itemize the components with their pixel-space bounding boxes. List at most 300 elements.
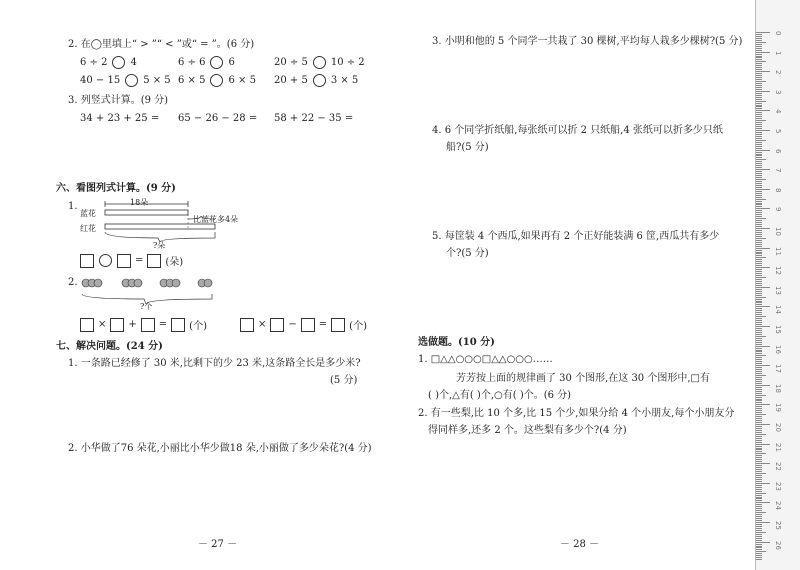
ruler-tick [756, 375, 766, 376]
ruler-tick [756, 250, 762, 251]
compare-circle[interactable] [112, 56, 125, 69]
ruler-tick [756, 463, 770, 464]
ruler-tick [756, 46, 762, 47]
answer-box[interactable] [171, 318, 185, 332]
ruler-tick [756, 171, 762, 172]
ruler-tick [756, 559, 762, 560]
ruler-tick [756, 459, 762, 460]
answer-box[interactable] [80, 254, 94, 268]
question-3: 3. 小明和他的 5 个同学一共栽了 30 棵树,平均每人栽多少棵树?(5 分) [432, 36, 743, 47]
ruler-tick [756, 105, 762, 106]
ruler-tick [756, 173, 762, 174]
operator-circle[interactable] [99, 254, 112, 267]
page-number: － 27 － [198, 539, 238, 550]
ruler-tick [756, 71, 770, 72]
ruler-tick [756, 373, 762, 374]
ruler-tick [756, 248, 770, 249]
ruler-tick [756, 371, 762, 372]
ruler-tick [756, 555, 762, 556]
ruler-tick [756, 455, 762, 456]
ruler-tick [756, 134, 762, 135]
ruler-tick [756, 93, 762, 94]
ruler-tick [756, 365, 770, 366]
right-page [400, 0, 755, 570]
ruler-tick [756, 338, 762, 339]
ruler-tick [756, 114, 762, 115]
ruler-tick [756, 418, 762, 419]
ruler-tick [756, 346, 770, 347]
ruler-number: 11 [774, 246, 782, 256]
ruler-number: 14 [774, 305, 782, 315]
ruler-tick [756, 395, 766, 396]
section-6-title: 六、看图列式计算。(9 分) [56, 183, 176, 194]
ruler-tick [756, 491, 762, 492]
ruler-tick [756, 181, 762, 182]
ruler-number: 21 [774, 442, 782, 452]
ruler-number: 3 [774, 89, 782, 95]
ruler-tick [756, 222, 762, 223]
ruler-tick [756, 95, 762, 96]
calc-item-3: 58 + 22 − 35 = [274, 113, 354, 124]
ruler-tick [756, 369, 762, 370]
ruler-tick [756, 130, 770, 131]
answer-box[interactable] [80, 318, 94, 332]
ruler-tick [756, 446, 762, 447]
formula-3: × − = (个) [240, 317, 367, 332]
ruler-tick [756, 322, 762, 323]
choose-2-line-1: 2. 有一些梨,比 10 个多,比 15 个少,如果分给 4 个小朋友,每个小朋友分 [418, 408, 735, 419]
ruler-number: 9 [774, 207, 782, 212]
ruler-tick [756, 340, 762, 341]
ruler-tick [756, 557, 762, 558]
ruler-tick [756, 110, 770, 111]
optional-section-title: 选做题。(10 分) [418, 337, 495, 348]
ruler-tick [756, 144, 762, 145]
ruler-tick [756, 269, 762, 270]
question-4-line-2: 船?(5 分) [446, 142, 489, 153]
ruler-tick [756, 40, 762, 41]
ruler-tick [756, 469, 762, 470]
ruler-tick [756, 485, 762, 486]
ruler-tick [756, 77, 762, 78]
ruler-tick [756, 36, 762, 37]
s7-question-2: 2. 小华做了76 朵花,小丽比小华少做18 朵,小丽做了多少朵花?(4 分) [68, 443, 372, 454]
ruler-tick [756, 285, 762, 286]
ruler-tick [756, 191, 762, 192]
problem-2-label: 2. [68, 277, 78, 288]
ruler-tick [756, 228, 770, 229]
formula-2: × + = (个) [80, 317, 207, 332]
ruler-tick [756, 252, 762, 253]
ruler-tick [756, 404, 770, 405]
diagram-row-blue: 蓝花 [80, 209, 96, 218]
ruler-number: 25 [774, 521, 782, 530]
ruler-tick [756, 408, 762, 409]
ruler-tick [756, 402, 762, 403]
ruler-tick [756, 498, 762, 499]
answer-box[interactable] [117, 254, 131, 268]
ruler-tick [756, 377, 762, 378]
ruler-tick [756, 536, 762, 537]
answer-box[interactable] [331, 318, 345, 332]
ruler-tick [756, 387, 762, 388]
ruler-tick [756, 112, 762, 113]
choose-1-header: 1. □△△○○○□△△○○○…… [418, 354, 553, 365]
ruler-tick [756, 522, 770, 523]
ruler-tick [756, 263, 762, 264]
ruler-tick [756, 424, 770, 425]
ruler-number: 10 [774, 227, 782, 236]
ruler-number: 19 [774, 403, 782, 413]
ruler-tick [756, 400, 762, 401]
ruler-tick [756, 440, 762, 441]
ruler-tick [756, 124, 762, 125]
ruler-tick [756, 420, 762, 421]
compare-item-5: 6 × 5 6 × 5 [178, 75, 256, 86]
ruler-tick [756, 553, 762, 554]
ruler-tick [756, 212, 762, 213]
ruler-tick [756, 159, 766, 160]
ruler-tick [756, 534, 762, 535]
answer-box[interactable] [141, 318, 155, 332]
ruler-number: 17 [774, 364, 782, 374]
ruler-tick [756, 430, 762, 431]
ruler-tick [756, 132, 762, 133]
ruler-tick [756, 126, 762, 127]
ruler-tick [756, 524, 762, 525]
ruler-tick [756, 526, 762, 527]
ruler-tick [756, 210, 762, 211]
ruler-tick [756, 391, 762, 392]
ruler-tick [756, 530, 762, 531]
ruler-tick [756, 432, 762, 433]
ruler-number: 15 [774, 325, 782, 334]
ruler-tick [756, 128, 762, 129]
ruler-tick [756, 381, 762, 382]
ruler-tick [756, 103, 762, 104]
ruler-tick [756, 83, 762, 84]
ruler-tick [756, 150, 770, 151]
ruler-tick [756, 73, 762, 74]
ruler-tick [756, 220, 762, 221]
ruler-tick [756, 44, 762, 45]
ruler-tick [756, 136, 762, 137]
ruler-tick [756, 165, 762, 166]
ruler-number: 18 [774, 383, 782, 393]
ruler-number: 8 [774, 187, 782, 193]
compare-circle[interactable] [313, 74, 326, 87]
ruler-tick [756, 142, 762, 143]
ruler-tick [756, 54, 762, 55]
ruler-number: 4 [774, 109, 782, 114]
ruler-tick [756, 61, 766, 62]
ruler-tick [756, 161, 762, 162]
ruler-tick [756, 75, 762, 76]
answer-box[interactable] [110, 318, 124, 332]
ruler-tick [756, 348, 762, 349]
section-7-title: 七、解决问题。(24 分) [56, 341, 163, 352]
ruler-tick [756, 422, 762, 423]
ruler-tick [756, 489, 762, 490]
ruler-tick [756, 414, 766, 415]
ruler-tick [756, 342, 762, 343]
problem-1-label: 1. [68, 201, 78, 212]
choose-1-line-2: ( )个,△有( )个,○有( )个。(6 分) [428, 390, 572, 401]
ruler-tick [756, 230, 762, 231]
ruler-tick [756, 383, 762, 384]
ruler-tick [756, 120, 766, 121]
ruler-number: 6 [774, 148, 782, 154]
ruler-tick [756, 448, 762, 449]
ruler-number: 16 [774, 344, 782, 354]
ruler-tick [756, 508, 762, 509]
ruler-number: 24 [774, 501, 782, 511]
ruler-tick [756, 542, 770, 543]
ruler-tick [756, 314, 762, 315]
ruler-tick [756, 493, 766, 494]
ruler-tick [756, 199, 766, 200]
ruler-tick [756, 177, 762, 178]
ruler-tick [756, 277, 766, 278]
page-number: － 28 － [560, 539, 600, 550]
ruler-tick [756, 287, 770, 288]
ruler-tick [756, 406, 762, 407]
diagram-row-red: 红花 [80, 224, 96, 233]
ruler-number: 12 [774, 266, 782, 276]
ruler-tick [756, 351, 762, 352]
answer-box[interactable] [301, 318, 315, 332]
ruler-tick [756, 155, 762, 156]
question-4-line-1: 4. 6 个同学折纸船,每张纸可以折 2 只纸船,4 张纸可以折多少只纸 [432, 125, 723, 136]
ruler-tick [756, 367, 762, 368]
ruler-tick [756, 279, 762, 280]
ruler-tick [756, 438, 762, 439]
ruler-tick [756, 226, 762, 227]
ruler-tick [756, 175, 762, 176]
ruler-tick [756, 471, 762, 472]
ruler-tick [756, 152, 762, 153]
ruler-number: 0 [774, 31, 782, 36]
ruler-tick [756, 203, 762, 204]
ruler-tick [756, 357, 762, 358]
compare-circle[interactable] [210, 56, 223, 69]
ruler-tick [756, 461, 762, 462]
ruler-tick [756, 259, 762, 260]
question-5-line-1: 5. 每筐装 4 个西瓜,如果再有 2 个正好能装满 6 筐,西瓜共有多少 [432, 231, 720, 242]
ruler-tick [756, 255, 762, 256]
ruler-tick [756, 551, 766, 552]
ruler-tick [756, 361, 762, 362]
answer-box[interactable] [147, 254, 161, 268]
ruler-tick [756, 502, 770, 503]
ruler-tick [756, 426, 762, 427]
ruler-number: 13 [774, 285, 782, 295]
q2-title: 2. 在◯里填上“ > ”“ < ”或“ = ”。(6 分) [68, 39, 255, 50]
calc-item-1: 34 + 23 + 25 = [80, 113, 160, 124]
compare-item-1: 6 ÷ 2 4 [80, 57, 137, 68]
ruler-tick [756, 444, 770, 445]
ruler-tick [756, 500, 762, 501]
ruler-tick [756, 532, 766, 533]
ruler-tick [756, 206, 762, 207]
compare-circle[interactable] [125, 74, 138, 87]
ruler [755, 0, 800, 570]
compare-circle[interactable] [210, 74, 223, 87]
ruler-tick [756, 275, 762, 276]
ruler-tick [756, 497, 762, 498]
ruler-tick [756, 547, 762, 548]
ruler-tick [756, 506, 762, 507]
ruler-tick [756, 38, 762, 39]
ruler-tick [756, 79, 762, 80]
ruler-tick [756, 518, 762, 519]
ruler-tick [756, 487, 762, 488]
ruler-tick [756, 65, 762, 66]
answer-box[interactable] [270, 318, 284, 332]
diagram-bottom-label: ?朵 [153, 241, 166, 250]
ruler-number: 7 [774, 168, 782, 173]
ruler-tick [756, 242, 762, 243]
ruler-tick [756, 293, 762, 294]
ruler-tick [756, 48, 762, 49]
ruler-tick [756, 549, 762, 550]
ruler-tick [756, 512, 766, 513]
ruler-tick [756, 89, 762, 90]
ruler-tick [756, 457, 762, 458]
ruler-tick [756, 389, 762, 390]
ruler-tick [756, 197, 762, 198]
ruler-tick [756, 312, 762, 313]
ruler-tick [756, 183, 762, 184]
ruler-tick [756, 416, 762, 417]
calc-item-2: 65 − 26 − 28 = [178, 113, 258, 124]
ruler-tick [756, 52, 770, 53]
ruler-tick [756, 257, 766, 258]
ruler-tick [756, 397, 762, 398]
ruler-tick [756, 465, 762, 466]
ruler-tick [756, 363, 762, 364]
ruler-tick [756, 169, 770, 170]
ruler-number: 1 [774, 50, 782, 56]
ruler-tick [756, 42, 766, 43]
ruler-number: 2 [774, 70, 782, 75]
ruler-number: 5 [774, 129, 782, 134]
ruler-tick [756, 240, 762, 241]
ruler-tick [756, 261, 762, 262]
ruler-tick [756, 273, 762, 274]
ruler-tick [756, 308, 762, 309]
ruler-tick [756, 265, 762, 266]
ruler-tick [756, 218, 766, 219]
ruler-tick [756, 481, 762, 482]
ruler-tick [756, 91, 770, 92]
ruler-tick [756, 483, 770, 484]
ruler-tick [756, 34, 762, 35]
ruler-tick [756, 330, 762, 331]
ruler-tick [756, 224, 762, 225]
ruler-tick [756, 299, 762, 300]
ruler-tick [756, 355, 766, 356]
ruler-tick [756, 297, 766, 298]
ruler-tick [756, 332, 762, 333]
ruler-tick [756, 442, 762, 443]
ruler-tick [756, 412, 762, 413]
ruler-tick [756, 326, 770, 327]
ruler-tick [756, 179, 766, 180]
s7-question-1: 1. 一条路已经修了 30 米,比剩下的少 23 米,这条路全长是多少米? [68, 358, 361, 369]
ruler-tick [756, 295, 762, 296]
ruler-tick [756, 69, 762, 70]
ruler-tick [756, 334, 762, 335]
ruler-tick [756, 385, 770, 386]
ruler-tick [756, 520, 762, 521]
ruler-tick [756, 167, 762, 168]
ruler-tick [756, 467, 762, 468]
ruler-tick [756, 514, 762, 515]
ruler-tick [756, 344, 762, 345]
ruler-tick [756, 122, 762, 123]
ruler-tick [756, 504, 762, 505]
answer-box[interactable] [240, 318, 254, 332]
ruler-number: 23 [774, 481, 782, 491]
ruler-tick [756, 87, 762, 88]
ruler-number: 26 [774, 540, 782, 550]
ruler-tick [756, 495, 762, 496]
ruler-tick [756, 283, 762, 284]
ruler-tick [756, 214, 762, 215]
shape-pattern: □△△○○○□△△○○○…… [430, 354, 553, 365]
compare-circle[interactable] [313, 56, 326, 69]
ruler-number: 22 [774, 462, 782, 472]
ruler-tick [756, 304, 762, 305]
ruler-tick [756, 81, 766, 82]
ruler-tick [756, 253, 762, 254]
ruler-tick [756, 540, 762, 541]
ruler-tick [756, 116, 762, 117]
ruler-tick [756, 528, 762, 529]
ruler-tick [756, 393, 762, 394]
ruler-tick [756, 306, 770, 307]
ruler-tick [756, 57, 762, 58]
s7-question-1-score: (5 分) [330, 375, 358, 386]
compare-item-4: 40 − 15 5 × 5 [80, 75, 171, 86]
ruler-tick [756, 328, 762, 329]
ruler-tick [756, 154, 762, 155]
choose-2-line-2: 得同样多,还多 2 个。这些梨有多少个?(4 分) [428, 425, 627, 436]
ruler-tick [756, 316, 766, 317]
ruler-tick [756, 201, 762, 202]
ruler-tick [756, 302, 762, 303]
compare-item-6: 20 + 5 3 × 5 [274, 75, 359, 86]
ruler-tick [756, 108, 762, 109]
ruler-tick [756, 187, 762, 188]
q3-title: 3. 列竖式计算。(9 分) [68, 95, 169, 106]
ruler-tick [756, 436, 762, 437]
ruler-tick [756, 140, 766, 141]
ruler-tick [756, 291, 762, 292]
ruler-tick [756, 336, 766, 337]
ruler-tick [756, 193, 762, 194]
ruler-tick [756, 67, 762, 68]
ruler-tick [756, 320, 762, 321]
ruler-tick [756, 451, 762, 452]
compare-item-2: 6 ÷ 6 6 [178, 57, 235, 68]
formula-1: = (朵) [80, 253, 183, 268]
ruler-tick [756, 301, 762, 302]
ruler-tick [756, 453, 766, 454]
ruler-tick [756, 85, 762, 86]
ruler-tick [756, 157, 762, 158]
